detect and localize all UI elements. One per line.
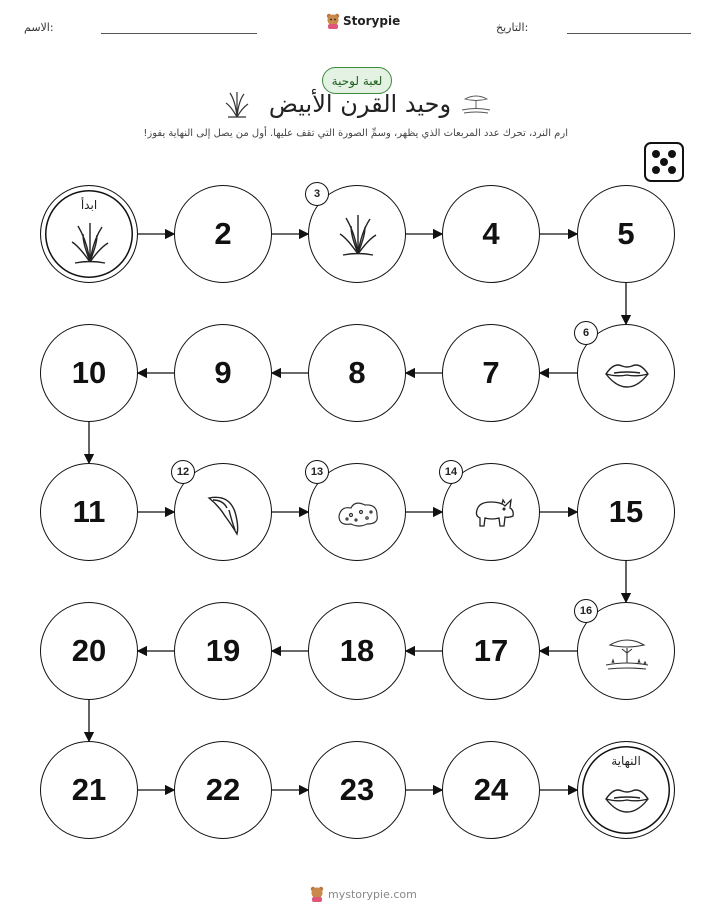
- board-square: [442, 185, 540, 283]
- board-square: [174, 602, 272, 700]
- rhino-icon: [467, 488, 517, 538]
- date-label: التاريخ:: [496, 21, 529, 34]
- board-square: [40, 324, 138, 422]
- grass-icon: [224, 91, 250, 119]
- horn-icon: [199, 488, 249, 538]
- square-number: 21: [71, 772, 107, 807]
- savanna-icon: [460, 94, 492, 116]
- brand-name: Storypie: [343, 14, 401, 28]
- square-number: 18: [339, 633, 375, 668]
- board-square: [442, 463, 540, 561]
- start-square: [40, 185, 138, 283]
- board-square: [577, 602, 675, 700]
- footer: [310, 886, 417, 902]
- board-square: [308, 324, 406, 422]
- board-square: [577, 463, 675, 561]
- board-square: [174, 463, 272, 561]
- grass-icon: [333, 210, 383, 260]
- finish-label: النهاية: [611, 754, 641, 768]
- board-square: [442, 324, 540, 422]
- footer-url: mystorypie.com: [328, 887, 417, 901]
- square-number: 22: [205, 772, 241, 807]
- lips-icon: [602, 774, 652, 824]
- square-number: 2: [214, 216, 232, 251]
- square-number: 8: [348, 355, 366, 390]
- date-line[interactable]: [567, 33, 691, 34]
- start-label: ابدأ: [80, 198, 98, 212]
- square-number-badge: 16: [574, 599, 598, 623]
- square-number-badge: 13: [305, 460, 329, 484]
- square-number: 17: [473, 633, 509, 668]
- square-number-badge: 14: [439, 460, 463, 484]
- square-number: 19: [205, 633, 241, 668]
- lips-icon: [602, 349, 652, 399]
- name-label: الاسم:: [24, 21, 54, 34]
- finish-square: [577, 741, 675, 839]
- board-square: [577, 185, 675, 283]
- board-square: [308, 463, 406, 561]
- square-number-badge: 12: [171, 460, 195, 484]
- instructions: ارم النرد، تحرك عدد المربعات الذي يظهر، وسمِّ الصورة التي تقف عليها. أول من يصل إلى النهاية يفوز!: [143, 128, 568, 139]
- square-number: 11: [72, 494, 106, 529]
- square-number-badge: 3: [305, 182, 329, 206]
- bear-icon: [326, 13, 340, 29]
- bear-icon: [310, 886, 324, 902]
- board-square: [40, 463, 138, 561]
- mud-icon: [333, 488, 383, 538]
- board-square: [577, 324, 675, 422]
- page-title: وحيد القرن الأبيض: [268, 90, 452, 118]
- square-number: 7: [482, 355, 500, 390]
- savanna-icon: [602, 627, 652, 677]
- board-square: [40, 741, 138, 839]
- square-number: 5: [617, 216, 635, 251]
- board-square: [442, 602, 540, 700]
- grass-icon: [65, 218, 115, 268]
- square-number: 15: [608, 494, 644, 529]
- brand-logo: [326, 13, 400, 29]
- name-line[interactable]: [101, 33, 257, 34]
- square-number: 4: [482, 216, 500, 251]
- board-square: [308, 602, 406, 700]
- square-number-badge: 6: [574, 321, 598, 345]
- square-number: 9: [214, 355, 232, 390]
- board-square: [308, 185, 406, 283]
- square-number: 24: [473, 772, 509, 807]
- square-number: 23: [339, 772, 375, 807]
- square-number: 10: [71, 355, 107, 390]
- board-square: [174, 741, 272, 839]
- dice-icon: [644, 142, 684, 182]
- board-square: [40, 602, 138, 700]
- game-type-badge: لعبة لوحية: [322, 67, 392, 94]
- square-number: 20: [71, 633, 107, 668]
- board-square: [442, 741, 540, 839]
- board-square: [174, 324, 272, 422]
- board-square: [308, 741, 406, 839]
- board-square: [174, 185, 272, 283]
